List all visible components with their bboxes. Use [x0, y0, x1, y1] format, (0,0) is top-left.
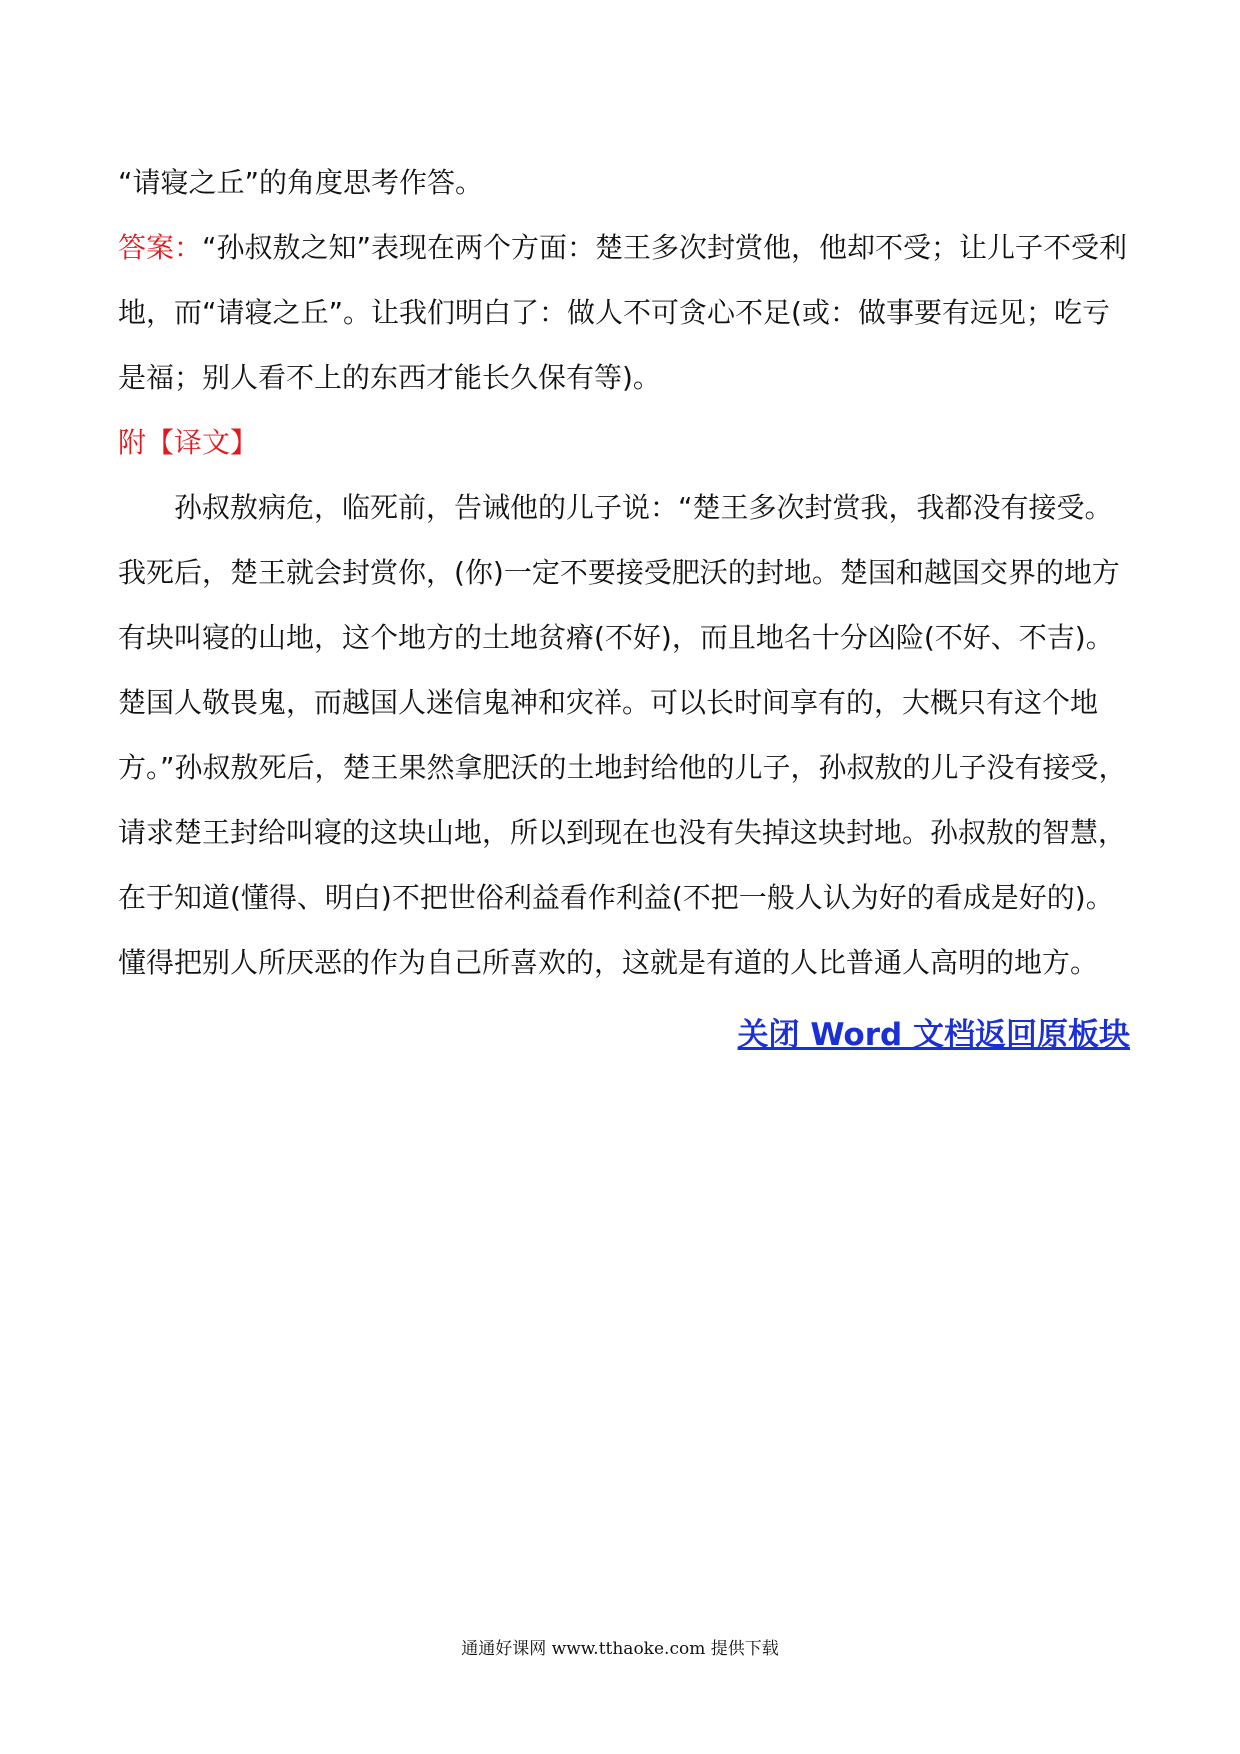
- translation-heading: 附【译文】: [118, 426, 259, 459]
- return-link-row: [118, 1005, 1130, 1066]
- answer-text: “孙叔敖之知”表现在两个方面：楚王多次封赏他，他却不受；让儿子不受利地，而“请寝之丘”。让我们明白了：做人不可贪心不足(或：做事要有远见；吃亏是福；别人看不上的东西才能长久保有等)。: [118, 231, 1128, 394]
- answer-label: 答案：: [118, 231, 203, 264]
- return-to-board-link[interactable]: 关闭 Word 文档返回原板块: [737, 1017, 1130, 1053]
- translation-body: 孙叔敖病危，临死前，告诫他的儿子说：“楚王多次封赏我，我都没有接受。我死后，楚王就会封赏你，(你)一定不要接受肥沃的封地。楚国和越国交界的地方有块叫寝的山地，这个地方的土地贫瘠(不好)，而且地名十分凶险(不好、不吉)。楚国人敬畏鬼，而越国人迷信鬼神和灾祥。可以长时间享有的，大概只有这个地方。”孙叔敖死后，楚王果然拿肥沃的土地封给他的儿子，孙叔敖的儿子没有接受，请求楚王封给叫寝的这块山地，所以到现在也没有失掉这块封地。孙叔敖的智慧，在于知道(懂得、明白)不把世俗利益看作利益(不把一般人认为好的看成是好的)。懂得把别人所厌恶的作为自己所喜欢的，这就是有道的人比普通人高明的地方。: [118, 491, 1127, 979]
- answer-paragraph: [118, 215, 1130, 410]
- intro-line: “请寝之丘”的角度思考作答。: [118, 166, 484, 199]
- document-content: [118, 150, 1130, 1066]
- page-footer: 通通好课网 www.tthaoke.com 提供下载: [461, 1639, 779, 1659]
